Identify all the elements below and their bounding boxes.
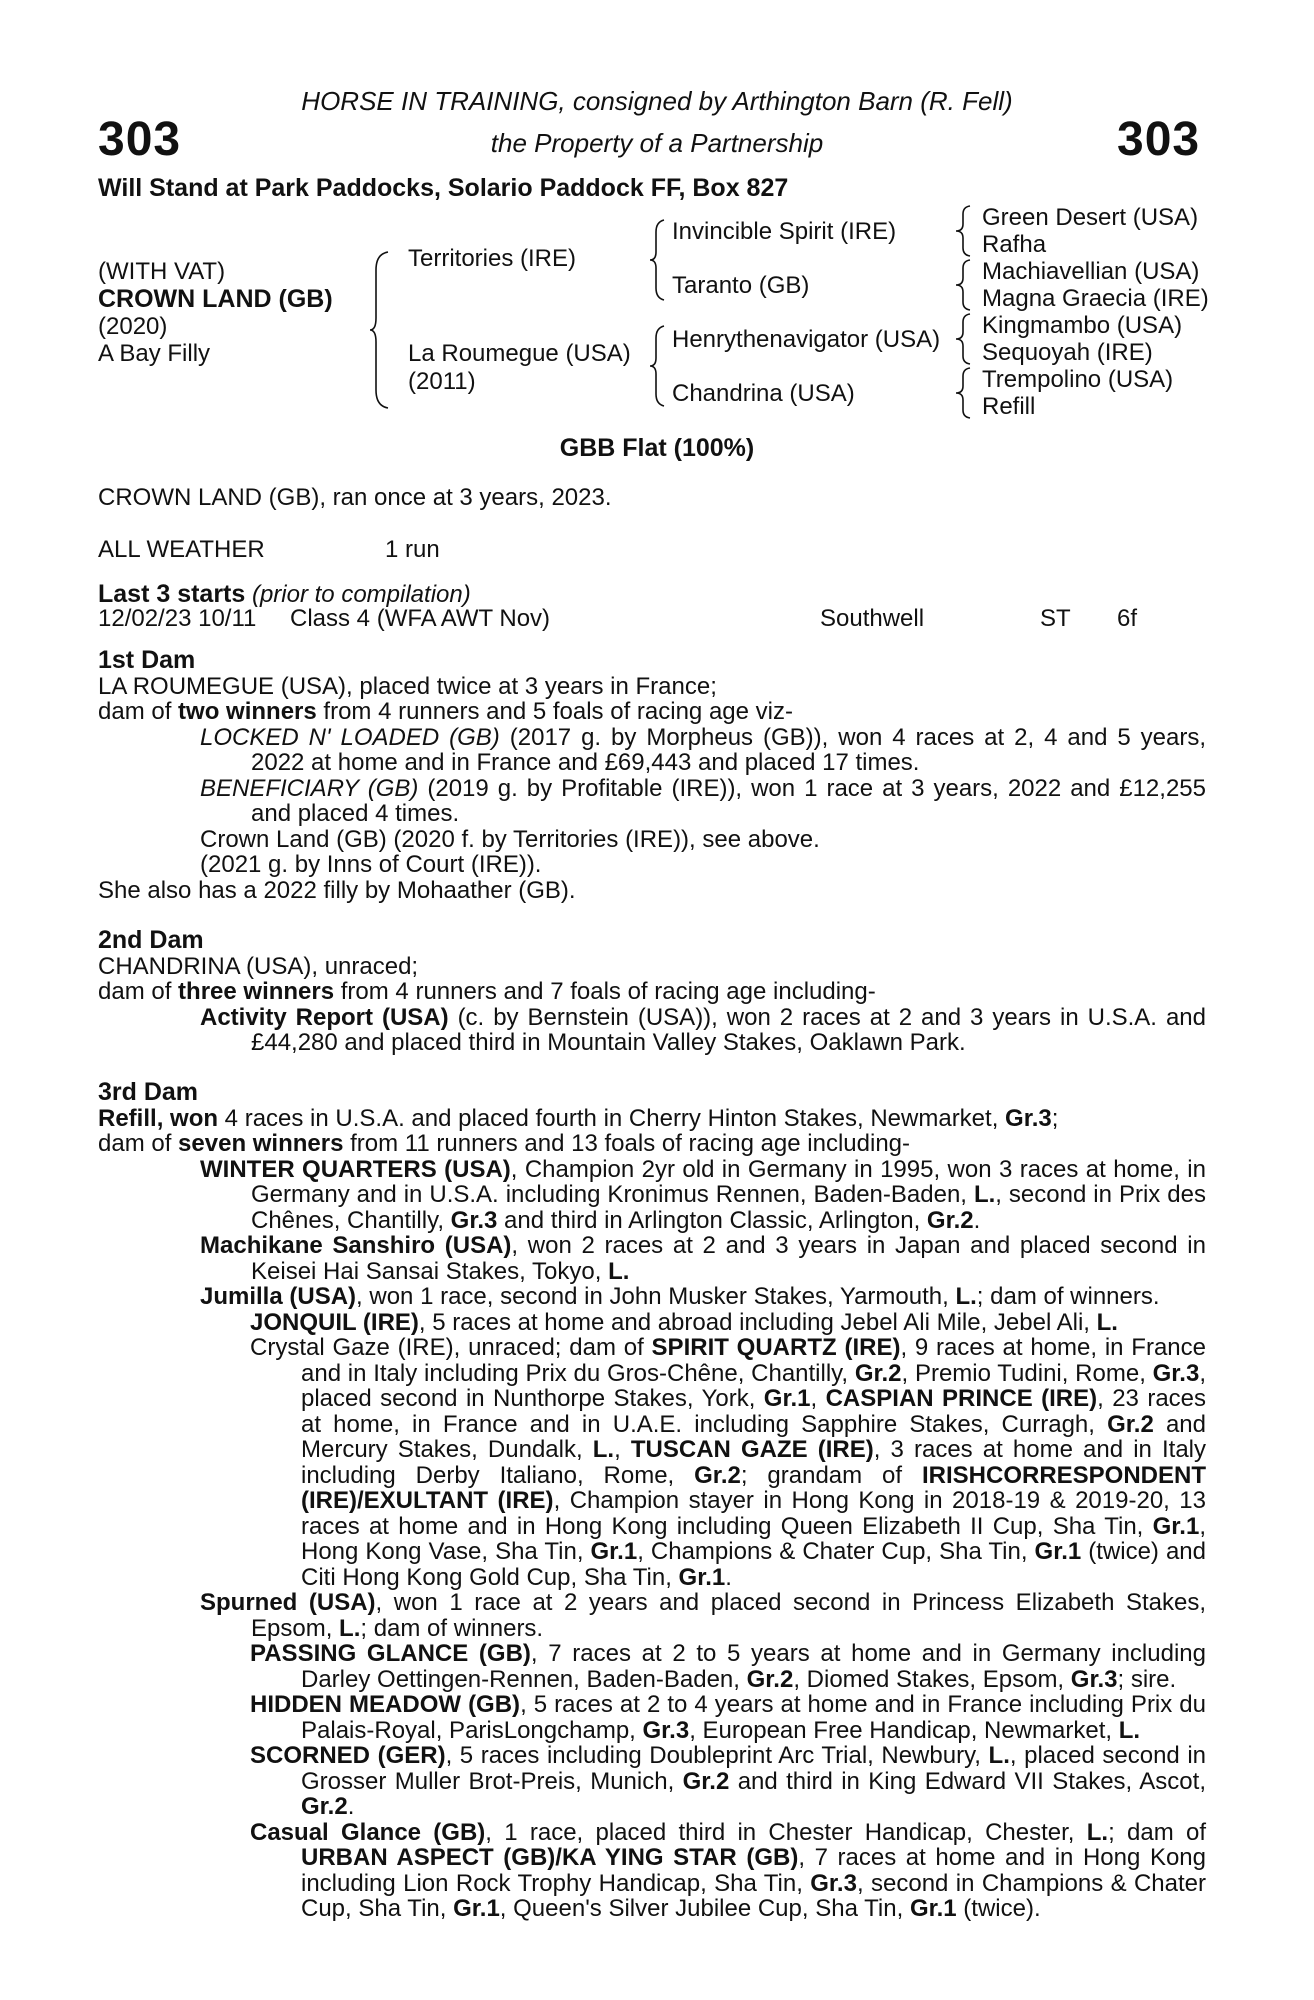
pedigree-brace-main xyxy=(368,250,392,410)
pedigree-sire: Territories (IRE) xyxy=(408,245,577,272)
second-dam-section xyxy=(98,928,1206,1056)
third-dam-progeny-spurned: Spurned (USA), won 1 race at 2 years and placed second in Princess Elizabeth Stakes, Epsom, L.; dam of winners. xyxy=(200,1589,1206,1642)
stand-line: Will Stand at Park Paddocks, Solario Paddock FF, Box 827 xyxy=(98,174,789,202)
horse-name: CROWN LAND (GB) xyxy=(98,285,333,313)
pedigree-brace-sire xyxy=(648,218,666,302)
spurned-progeny-casual-glance: Casual Glance (GB), 1 race, placed third in Chester Handicap, Chester, L.; dam of URBAN ASPECT (GB)/KA YING STAR (GB), 7 races at home and in Hong Kong including Lion Rock Trophy Handicap, Sha Tin, Gr.3, second in Champions & Chater Cup, Sha Tin, Gr.1, Queen's Silver Jubilee Cup, Sha Tin, Gr.1 (twice). xyxy=(250,1818,1207,1922)
pedigree-sire-sire: Invincible Spirit (IRE) xyxy=(672,218,897,245)
second-dam-heading: 2nd Dam xyxy=(98,926,204,954)
second-dam-intro: CHANDRINA (USA), unraced; xyxy=(98,952,419,980)
first-dam-section xyxy=(98,648,1206,903)
jumilla-progeny-jonquil: JONQUIL (IRE), 5 races at home and abroad including Jebel Ali Mile, Jebel Ali, L. xyxy=(250,1308,1118,1336)
first-dam-heading: 1st Dam xyxy=(98,646,196,674)
last-starts-note: (prior to compilation) xyxy=(251,581,471,608)
pedigree-dam-dam: Chandrina (USA) xyxy=(672,380,855,407)
horse-description: A Bay Filly xyxy=(98,340,211,367)
pedigree-g4: Magna Graecia (IRE) xyxy=(982,285,1209,312)
spurned-progeny-hidden-meadow: HIDDEN MEADOW (GB), 5 races at 2 to 4 years at home and in France including Prix du Palais-Royal, ParisLongchamp, Gr.3, European Free Handicap, Newmarket, L. xyxy=(250,1691,1206,1744)
pedigree-dam: La Roumegue (USA) xyxy=(408,340,631,367)
jumilla-progeny-crystal-gaze: Crystal Gaze (IRE), unraced; dam of SPIRIT QUARTZ (IRE), 9 races at home, in France and in Italy including Prix du Gros-Chêne, Chantilly, Gr.2, Premio Tudini, Rome, Gr.3, placed second in Nunthorpe Stakes, York, Gr.1, CASPIAN PRINCE (IRE), 23 races at home, in France and in U.A.E. including Sapphire Stakes, Curragh, Gr.2 and Mercury Stakes, Dundalk, L., TUSCAN GAZE (IRE), 3 races at home and in Italy including Derby Italiano, Rome, Gr.2; grandam of IRISHCORRESPONDENT (IRE)/EXULTANT (IRE), Champion stayer in Hong Kong in 2018-19 & 2019-20, 13 races at home and in Hong Kong including Queen Elizabeth II Cup, Sha Tin, Gr.1, Hong Kong Vase, Sha Tin, Gr.1, Champions & Chater Cup, Sha Tin, Gr.1 (twice) and Citi Hong Kong Gold Cup, Sha Tin, Gr.1. xyxy=(250,1334,1207,1591)
pedigree-g1: Green Desert (USA) xyxy=(982,204,1199,231)
pedigree-g2: Rafha xyxy=(982,231,1047,258)
last-start-course: Southwell xyxy=(820,605,925,632)
third-dam-progeny-winter-quarters: WINTER QUARTERS (USA), Champion 2yr old in Germany in 1995, won 3 races at home, in Germany and in U.S.A. including Kronimus Rennen, Baden-Baden, L., second in Prix des Chênes, Chantilly, Gr.3 and third in Arlington Classic, Arlington, Gr.2. xyxy=(200,1155,1206,1234)
second-dam-progeny-1: Activity Report (USA) (c. by Bernstein (USA)), won 2 races at 2 and 3 years in U.S.A. and £44,280 and placed third in Mountain Valley Stakes, Oaklawn Park. xyxy=(200,1003,1206,1056)
first-dam-progeny-1: LOCKED N' LOADED (GB) (2017 g. by Morpheus (GB)), won 4 races at 2, 4 and 5 years, 2022 at home and in France and £69,443 and placed 17 times. xyxy=(200,723,1207,776)
pedigree-g5: Kingmambo (USA) xyxy=(982,312,1183,339)
last-start-race: Class 4 (WFA AWT Nov) xyxy=(290,605,551,632)
third-dam-heading: 3rd Dam xyxy=(98,1078,199,1106)
all-weather-label: ALL WEATHER xyxy=(98,536,265,563)
rating-title: GBB Flat (100%) xyxy=(559,434,755,462)
pedigree-dam-year: (2011) xyxy=(408,368,476,395)
spurned-progeny-scorned: SCORNED (GER), 5 races including Doubleprint Arc Trial, Newbury, L., placed second in Grosser Muller Brot-Preis, Munich, Gr.2 and third in King Edward VII Stakes, Ascot, Gr.2. xyxy=(250,1742,1207,1820)
pedigree-brace-g3 xyxy=(954,312,974,366)
third-dam-progeny-machikane: Machikane Sanshiro (USA), won 2 races at 2 and 3 years in Japan and placed second in Keisei Hai Sansai Stakes, Tokyo, L. xyxy=(200,1232,1206,1285)
first-dam-progeny-3: Crown Land (GB) (2020 f. by Territories (IRE)), see above. xyxy=(200,825,820,853)
spurned-progeny-passing-glance: PASSING GLANCE (GB), 7 races at 2 to 5 years at home and in Germany including Darley Oettingen-Rennen, Baden-Baden, Gr.2, Diomed Stakes, Epsom, Gr.3; sire. xyxy=(250,1640,1206,1693)
lot-number-right: 303 xyxy=(1117,113,1201,166)
last-start-surface: ST xyxy=(1040,605,1071,632)
first-dam-intro: LA ROUMEGUE (USA), placed twice at 3 years in France; xyxy=(98,672,717,700)
third-dam-dam-of: dam of seven winners from 11 runners and 13 foals of racing age including- xyxy=(98,1130,911,1157)
third-dam-section xyxy=(98,1080,1206,1922)
pedigree-brace-dam xyxy=(648,324,666,408)
horse-year: (2020) xyxy=(98,313,168,340)
pedigree-g6: Sequoyah (IRE) xyxy=(982,339,1153,366)
third-dam-progeny-jumilla: Jumilla (USA), won 1 race, second in John Musker Stakes, Yarmouth, L.; dam of winners. xyxy=(200,1283,1160,1310)
horse-vat: (WITH VAT) xyxy=(98,258,226,285)
last-start-distance: 6f xyxy=(1117,605,1138,632)
summary-line: CROWN LAND (GB), ran once at 3 years, 2023. xyxy=(98,484,612,511)
lot-number-left: 303 xyxy=(98,113,182,166)
first-dam-dam-of: dam of two winners from 4 runners and 5 foals of racing age viz- xyxy=(98,698,793,725)
second-dam-dam-of: dam of three winners from 4 runners and 7 foals of racing age including- xyxy=(98,978,876,1005)
first-dam-progeny-4: (2021 g. by Inns of Court (IRE)). xyxy=(200,851,542,878)
pedigree-g8: Refill xyxy=(982,393,1036,420)
first-dam-progeny-2: BENEFICIARY (GB) (2019 g. by Profitable (IRE)), won 1 race at 3 years, 2022 and £12,255 and placed 4 times. xyxy=(200,774,1206,827)
first-dam-outro: She also has a 2022 filly by Mohaather (GB). xyxy=(98,876,576,904)
pedigree-brace-g4 xyxy=(954,366,974,420)
pedigree-dam-sire: Henrythenavigator (USA) xyxy=(672,326,941,353)
pedigree-g7: Trempolino (USA) xyxy=(982,366,1174,393)
property-line: the Property of a Partnership xyxy=(490,128,824,158)
pedigree-sire-dam: Taranto (GB) xyxy=(672,272,810,299)
consignor-line: HORSE IN TRAINING, consigned by Arthington Barn (R. Fell) xyxy=(301,86,1013,116)
pedigree-brace-g2 xyxy=(954,258,974,312)
third-dam-intro: Refill, won 4 races in U.S.A. and placed fourth in Cherry Hinton Stakes, Newmarket, Gr.3; xyxy=(98,1104,1059,1132)
last-starts-title: Last 3 starts xyxy=(98,580,246,608)
all-weather-value: 1 run xyxy=(385,536,440,563)
pedigree-brace-g1 xyxy=(954,204,974,258)
last-start-date-pos: 12/02/23 10/11 xyxy=(98,605,257,632)
pedigree-g3: Machiavellian (USA) xyxy=(982,258,1200,285)
